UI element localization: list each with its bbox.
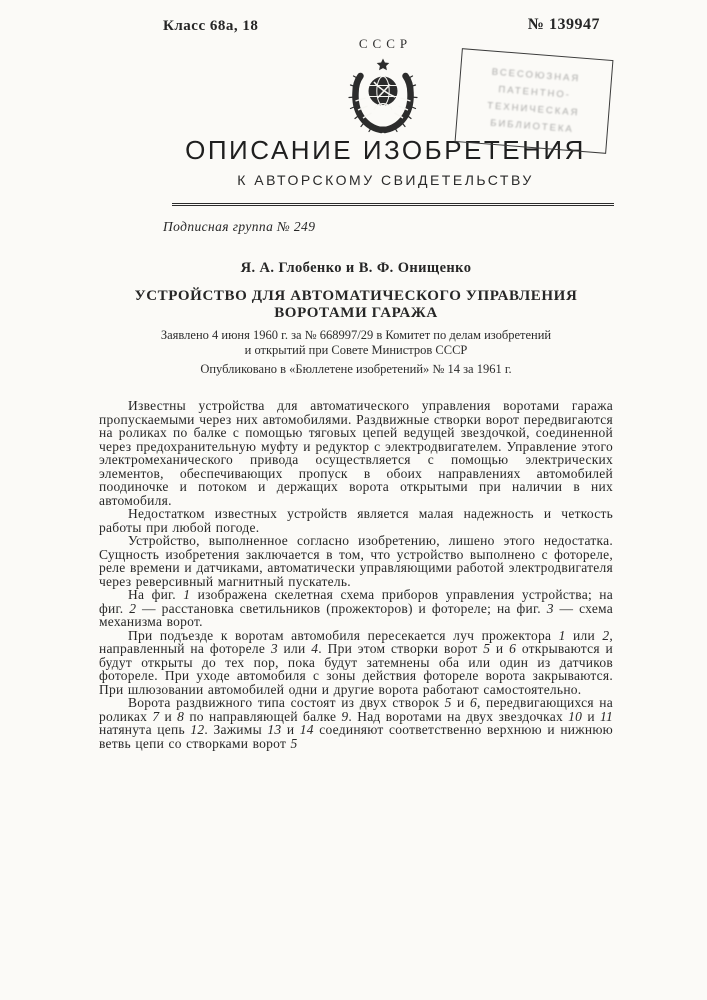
stamp-text-line: ВСЕСОЮЗНАЯ xyxy=(491,66,581,85)
figure-reference: 8 xyxy=(177,708,185,724)
document-number: № 139947 xyxy=(527,16,600,33)
paragraph: Недостатком известных устройств является малая надежность и четкость работы при любой погоде. xyxy=(99,506,613,535)
country-label: СССР xyxy=(358,36,413,51)
stamp-text-line: БИБЛИОТЕКА xyxy=(489,117,575,136)
figure-reference: 10 xyxy=(568,708,583,724)
paragraph: При подъезде к воротам автомобиля пересекается луч прожектора 1 или 2, направленный на фотореле 3 или 4. При этом створки ворот 5 и 6 открываются и будут открыты до тех пор, пока будут затемнены оба или один из датчиков фотореле. При уходе автомобиля с зоны действия фотореле ворота закрываются. При шлюзовании автомобилей одни и другие ворота работают самостоятельно. xyxy=(99,627,613,697)
ussr-emblem-icon xyxy=(344,57,422,135)
filing-info-line1: Заявлено 4 июня 1960 г. за № 668997/29 в Комитет по делам изобретений xyxy=(160,328,552,342)
figure-reference: 1 xyxy=(558,627,566,643)
figure-reference: 3 xyxy=(270,641,278,656)
paragraph: Устройство, выполненное согласно изобретению, лишено этого недостатка. Сущность изобретения заключается в том, что устройство выполнено с фотореле, реле времени и датчиками, автоматически управляющими работой электродвигателя через реверсивный магнитный пускатель. xyxy=(99,533,613,589)
figure-reference: 12 xyxy=(190,722,205,737)
stamp-text-line: ТЕХНИЧЕСКАЯ xyxy=(486,100,580,119)
paragraph: На фиг. 1 изображена скелетная схема приборов управления устройства; на фиг. 2 — расстановка светильников (прожекторов) и фотореле; на фиг. 3 — схема механизма ворот. xyxy=(99,587,614,629)
figure-reference: 6 xyxy=(509,641,517,656)
invention-title-line2: ВОРОТАМИ ГАРАЖА xyxy=(274,305,438,321)
figure-reference: 11 xyxy=(600,708,614,724)
figure-reference: 2 xyxy=(602,627,610,643)
class-label: Класс 68а, 18 xyxy=(163,18,259,34)
paragraph: Известны устройства для автоматического управления воротами гаража пропускаемыми через них автомобилями. Раздвижные створки ворот передвигаются на роликах по балке с помощью тяговых цепей ведущей звездочкой, соединенной через предохранительную муфту и редуктор с электродвигателем. Управление этого электромеханического привода осуществляется с помощью электрических элементов, обеспечивающих пропуск в обоих направлениях автомобилей поодиночке и потоком и держащих ворота открытыми при наличии в них автомобиля. xyxy=(99,398,613,508)
document-title: ОПИСАНИЕ ИЗОБРЕТЕНИЯ xyxy=(185,135,586,165)
stamp-text-line: ПАТЕНТНО- xyxy=(498,84,572,101)
invention-title-line1: УСТРОЙСТВО ДЛЯ АВТОМАТИЧЕСКОГО УПРАВЛЕНИЯ xyxy=(134,288,578,304)
figure-reference: 14 xyxy=(299,722,314,737)
invention-title xyxy=(99,288,613,322)
figure-reference: 13 xyxy=(267,722,282,737)
figure-reference: 2 xyxy=(129,600,137,616)
figure-reference: 1 xyxy=(183,587,191,602)
subscription-group: Подписная группа № 249 xyxy=(163,219,316,234)
body-text xyxy=(99,399,613,750)
paragraph: Ворота раздвижного типа состоят из двух створок 5 и 6, передвигающихся на роликах 7 и 8 по направляющей балке 9. Над воротами на двух звездочках 10 и 11 натянута цепь 12. Зажимы 13 и 14 соединяют соответственно верхнюю и нижнюю ветвь цепи со створками ворот 5 xyxy=(99,695,614,751)
filing-info-line2: и открытий при Совете Министров СССР xyxy=(244,342,468,357)
figure-reference: 9 xyxy=(341,708,349,724)
library-stamp xyxy=(455,48,614,154)
figure-reference: 6 xyxy=(469,695,477,710)
figure-reference: 5 xyxy=(483,641,491,656)
header-rule xyxy=(172,203,614,206)
publication-info: Опубликовано в «Бюллетене изобретений» № 14 за 1961 г. xyxy=(200,362,512,376)
authors-line: Я. А. Глобенко и В. Ф. Онищенко xyxy=(240,260,472,276)
figure-reference: 5 xyxy=(444,695,452,710)
figure-reference: 5 xyxy=(290,735,298,751)
filing-info xyxy=(99,328,613,357)
stamp-text xyxy=(485,66,582,135)
figure-reference: 4 xyxy=(311,641,319,656)
figure-reference: 3 xyxy=(546,600,554,616)
document-subtitle: К АВТОРСКОМУ СВИДЕТЕЛЬСТВУ xyxy=(237,172,534,188)
figure-reference: 7 xyxy=(152,708,160,724)
